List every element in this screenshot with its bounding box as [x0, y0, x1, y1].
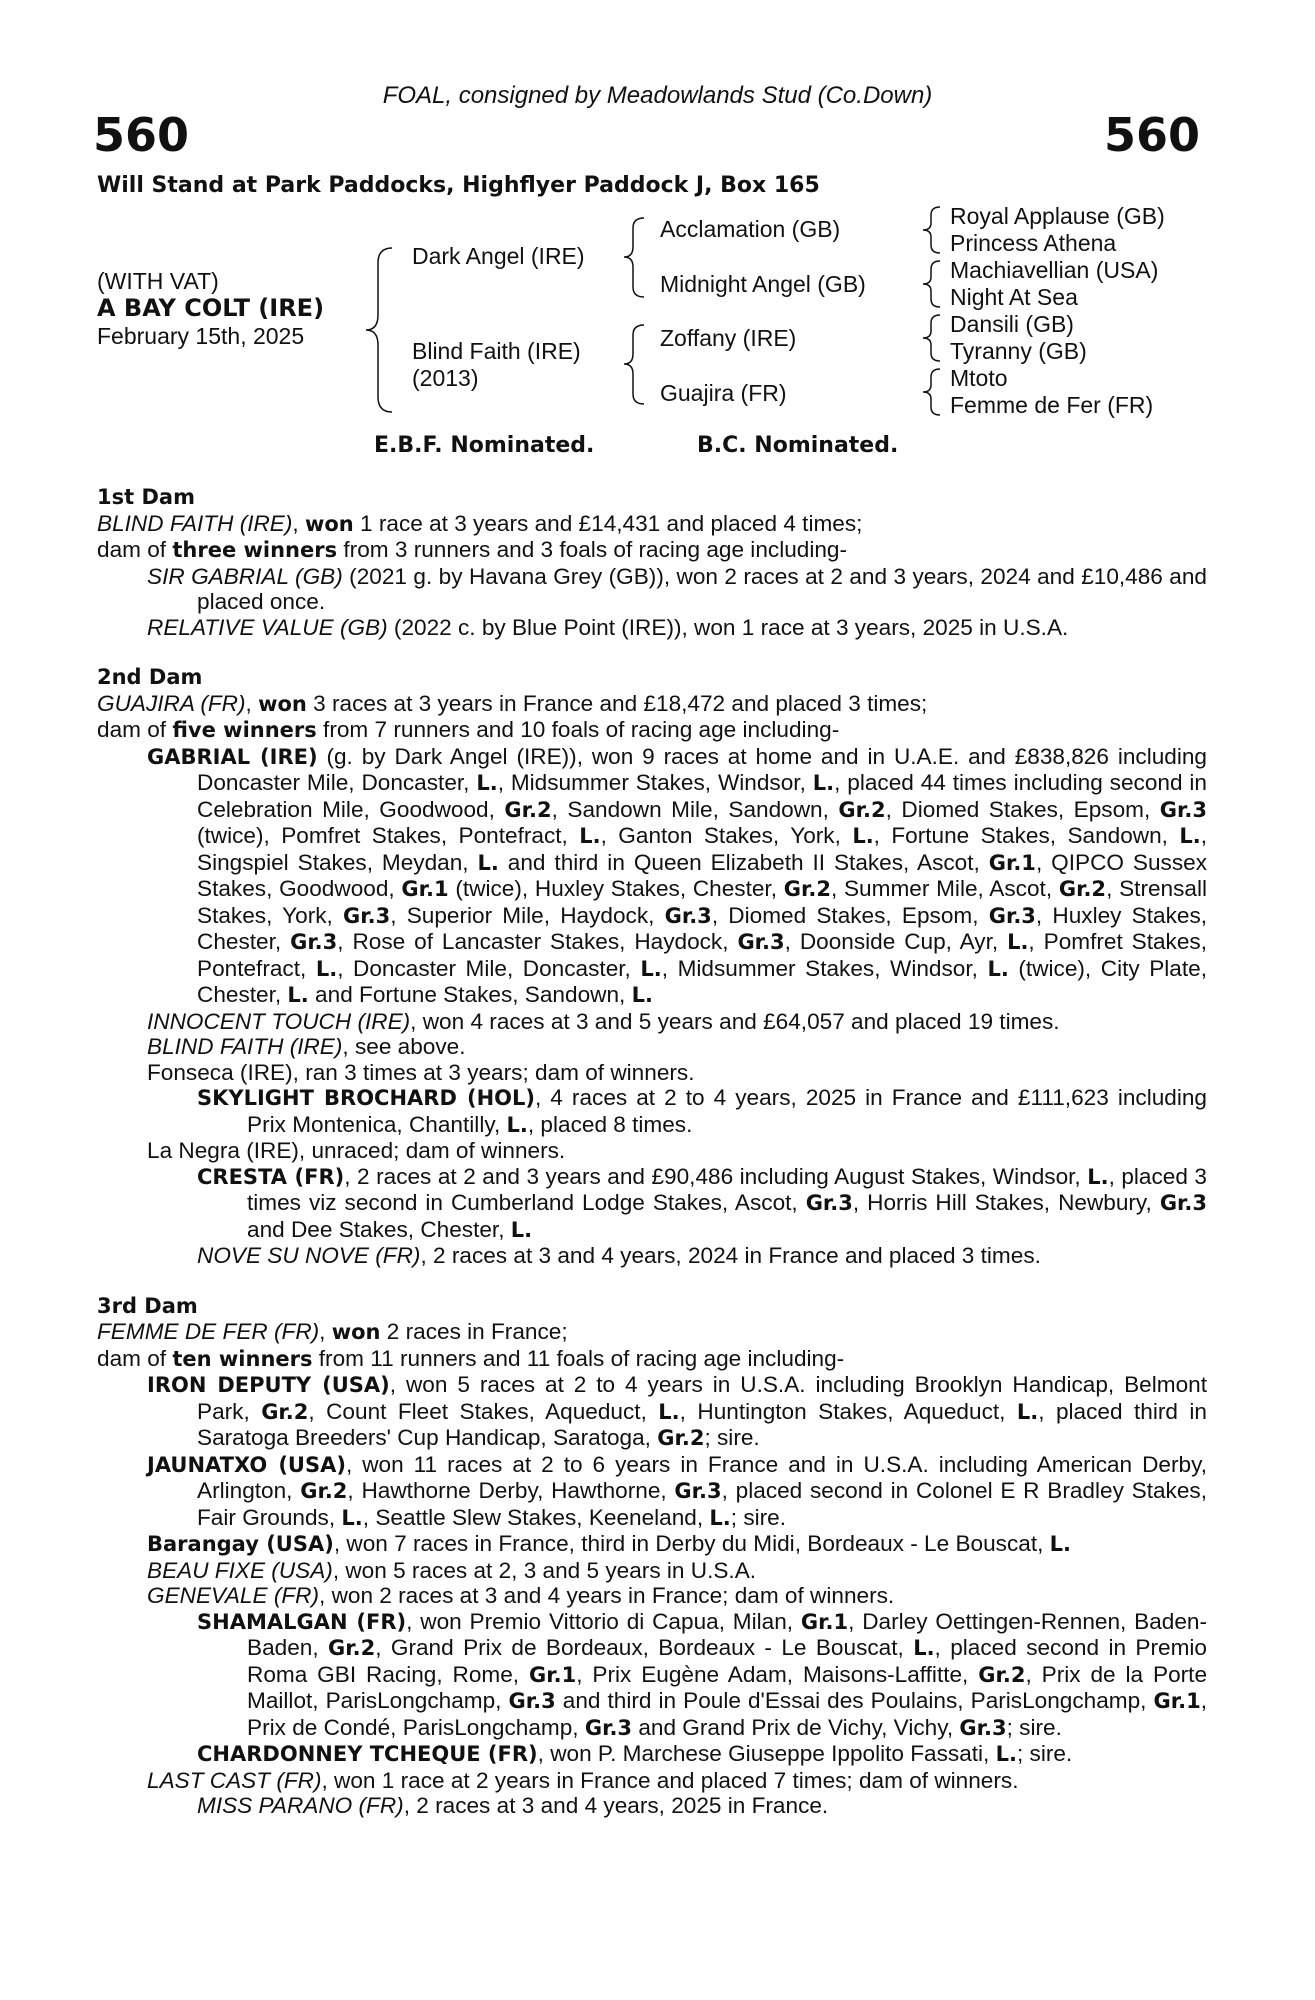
brace-gen3-1 [918, 204, 946, 256]
produce-entry: JAUNATXO (USA), won 11 races at 2 to 6 years in France and in U.S.A. including American Derby, Arlington, Gr.2, Hawthorne Derby, Hawthorne, Gr.3, placed second in Colonel E R Bradley Stakes, Fair Grounds, L., Seattle Slew Stakes, Keeneland, L.; sire. [147, 1451, 1207, 1530]
sire-dam: Midnight Angel (GB) [660, 271, 866, 297]
first-dam-line: BLIND FAITH (IRE), won 1 race at 3 years and £14,431 and placed 4 times; [97, 510, 863, 536]
ggs-3: Machiavellian (USA) [950, 257, 1159, 283]
stand-line: Will Stand at Park Paddocks, Highflyer Paddock J, Box 165 [97, 173, 820, 198]
produce-entry: BEAU FIXE (USA), won 5 races at 2, 3 and 5 years in U.S.A. [147, 1557, 757, 1583]
third-dam-line: FEMME DE FER (FR), won 2 races in France; [97, 1319, 568, 1344]
foaling-date: February 15th, 2025 [97, 323, 305, 349]
brace-gen3-4 [918, 366, 946, 418]
produce-entry: LAST CAST (FR), won 1 race at 2 years in France and placed 7 times; dam of winners. [147, 1767, 1019, 1793]
first-dam-produce-line: dam of three winners from 3 runners and 3 foals of racing age including- [97, 537, 848, 562]
ggs-2: Princess Athena [950, 230, 1117, 256]
ggs-1: Royal Applause (GB) [950, 203, 1165, 229]
second-dam-line: GUAJIRA (FR), won 3 races at 3 years in France and £18,472 and placed 3 times; [97, 690, 928, 716]
produce-entry: SKYLIGHT BROCHARD (HOL), 4 races at 2 to 4 years, 2025 in France and £111,623 including Prix Montenica, Chantilly, L., placed 8 times. [197, 1085, 1207, 1137]
produce-entry: CRESTA (FR), 2 races at 2 and 3 years and £90,486 including August Stakes, Windsor, L., placed 3 times viz second in Cumberland Lodge Stakes, Ascot, Gr.3, Horris Hill Stakes, Newbury, Gr.3 and Dee Stakes, Chester, L. [197, 1163, 1208, 1242]
ggs-7: Mtoto [950, 365, 1008, 391]
produce-entry: RELATIVE VALUE (GB) (2022 c. by Blue Point (IRE)), won 1 race at 3 years, 2025 in U.S.A. [147, 614, 1069, 640]
produce-entry: Barangay (USA), won 7 races in France, third in Derby du Midi, Bordeaux - Le Bouscat, L. [147, 1531, 1072, 1556]
produce-entry: Fonseca (IRE), ran 3 times at 3 years; dam of winners. [147, 1059, 695, 1085]
ebf-nomination: E.B.F. Nominated. [374, 433, 595, 458]
lot-number-left: 560 [93, 108, 190, 162]
sire: Dark Angel (IRE) [412, 243, 585, 269]
produce-entry: BLIND FAITH (IRE), see above. [147, 1034, 466, 1059]
first-dam-heading: 1st Dam [97, 485, 195, 509]
third-dam-heading: 3rd Dam [97, 1293, 198, 1318]
dam-dam: Guajira (FR) [660, 380, 787, 406]
produce-entry: CHARDONNEY TCHEQUE (FR), won P. Marchese Giuseppe Ippolito Fassati, L.; sire. [197, 1741, 1073, 1766]
produce-entry: MISS PARANO (FR), 2 races at 3 and 4 years, 2025 in France. [197, 1793, 829, 1818]
brace-gen3-3 [918, 312, 946, 364]
subject-horse: A BAY COLT (IRE) [97, 294, 325, 322]
ggs-6: Tyranny (GB) [950, 338, 1087, 364]
produce-entry: SHAMALGAN (FR), won Premio Vittorio di Capua, Milan, Gr.1, Darley Oettingen-Rennen, Baden-Baden, Gr.2, Grand Prix de Bordeaux, Bordeaux - Le Bouscat, L., placed second in Premio Roma GBI Racing, Rome, Gr.1, Prix Eugène Adam, Maisons-Laffitte, Gr.2, Prix de la Porte Maillot, ParisLongchamp, Gr.3 and third in Poule d'Essai des Poulains, ParisLongchamp, Gr.1, Prix de Condé, ParisLongchamp, Gr.3 and Grand Prix de Vichy, Vichy, Gr.3; sire. [197, 1608, 1208, 1740]
consignment-line: FOAL, consigned by Meadowlands Stud (Co.Down) [382, 82, 933, 109]
vat-note: (WITH VAT) [97, 268, 219, 294]
dam-sire: Zoffany (IRE) [660, 325, 797, 351]
ggs-4: Night At Sea [950, 284, 1078, 310]
brace-sire [620, 215, 650, 300]
brace-main [362, 245, 398, 415]
brace-dam [620, 322, 650, 407]
ggs-5: Dansili (GB) [950, 311, 1074, 337]
produce-entry: NOVE SU NOVE (FR), 2 races at 3 and 4 years, 2024 in France and placed 3 times. [197, 1243, 1041, 1268]
sire-sire: Acclamation (GB) [660, 216, 841, 242]
produce-entry: GABRIAL (IRE) (g. by Dark Angel (IRE)), won 9 races at home and in U.A.E. and £838,826 including Doncaster Mile, Doncaster, L., Midsummer Stakes, Windsor, L., placed 44 times including second in Celebration Mile, Goodwood, Gr.2, Sandown Mile, Sandown, Gr.2, Diomed Stakes, Epsom, Gr.3 (twice), Pomfret Stakes, Pontefract, L., Ganton Stakes, York, L., Fortune Stakes, Sandown, L., Singspiel Stakes, Meydan, L. and third in Queen Elizabeth II Stakes, Ascot, Gr.1, QIPCO Sussex Stakes, Goodwood, Gr.1 (twice), Huxley Stakes, Chester, Gr.2, Summer Mile, Ascot, Gr.2, Strensall Stakes, York, Gr.3, Superior Mile, Haydock, Gr.3, Diomed Stakes, Epsom, Gr.3, Huxley Stakes, Chester, Gr.3, Rose of Lancaster Stakes, Haydock, Gr.3, Doonside Cup, Ayr, L., Pomfret Stakes, Pontefract, L., Doncaster Mile, Doncaster, L., Midsummer Stakes, Windsor, L. (twice), City Plate, Chester, L. and Fortune Stakes, Sandown, L. [147, 743, 1208, 1007]
brace-gen3-2 [918, 258, 946, 310]
produce-entry: INNOCENT TOUCH (IRE), won 4 races at 3 and 5 years and £64,057 and placed 19 times. [147, 1008, 1060, 1034]
third-dam-produce-line: dam of ten winners from 11 runners and 11 foals of racing age including- [97, 1345, 845, 1371]
dam: Blind Faith (IRE) [412, 338, 581, 364]
lot-number-right: 560 [1103, 108, 1200, 162]
second-dam-heading: 2nd Dam [97, 665, 203, 689]
ggs-8: Femme de Fer (FR) [950, 392, 1154, 418]
produce-entry: SIR GABRIAL (GB) (2021 g. by Havana Grey (GB)), won 2 races at 2 and 3 years, 2024 and £10,486 and placed once. [147, 563, 1207, 614]
produce-entry: IRON DEPUTY (USA), won 5 races at 2 to 4 years in U.S.A. including Brooklyn Handicap, Belmont Park, Gr.2, Count Fleet Stakes, Aqueduct, L., Huntington Stakes, Aqueduct, L., placed third in Saratoga Breeders' Cup Handicap, Saratoga, Gr.2; sire. [147, 1372, 1207, 1450]
dam-year: (2013) [412, 365, 479, 391]
second-dam-produce-line: dam of five winners from 7 runners and 10 foals of racing age including- [97, 717, 840, 742]
produce-entry: GENEVALE (FR), won 2 races at 3 and 4 years in France; dam of winners. [147, 1583, 895, 1608]
bc-nomination: B.C. Nominated. [697, 433, 899, 458]
produce-entry: La Negra (IRE), unraced; dam of winners. [147, 1138, 566, 1163]
catalogue-body [97, 485, 1207, 1819]
